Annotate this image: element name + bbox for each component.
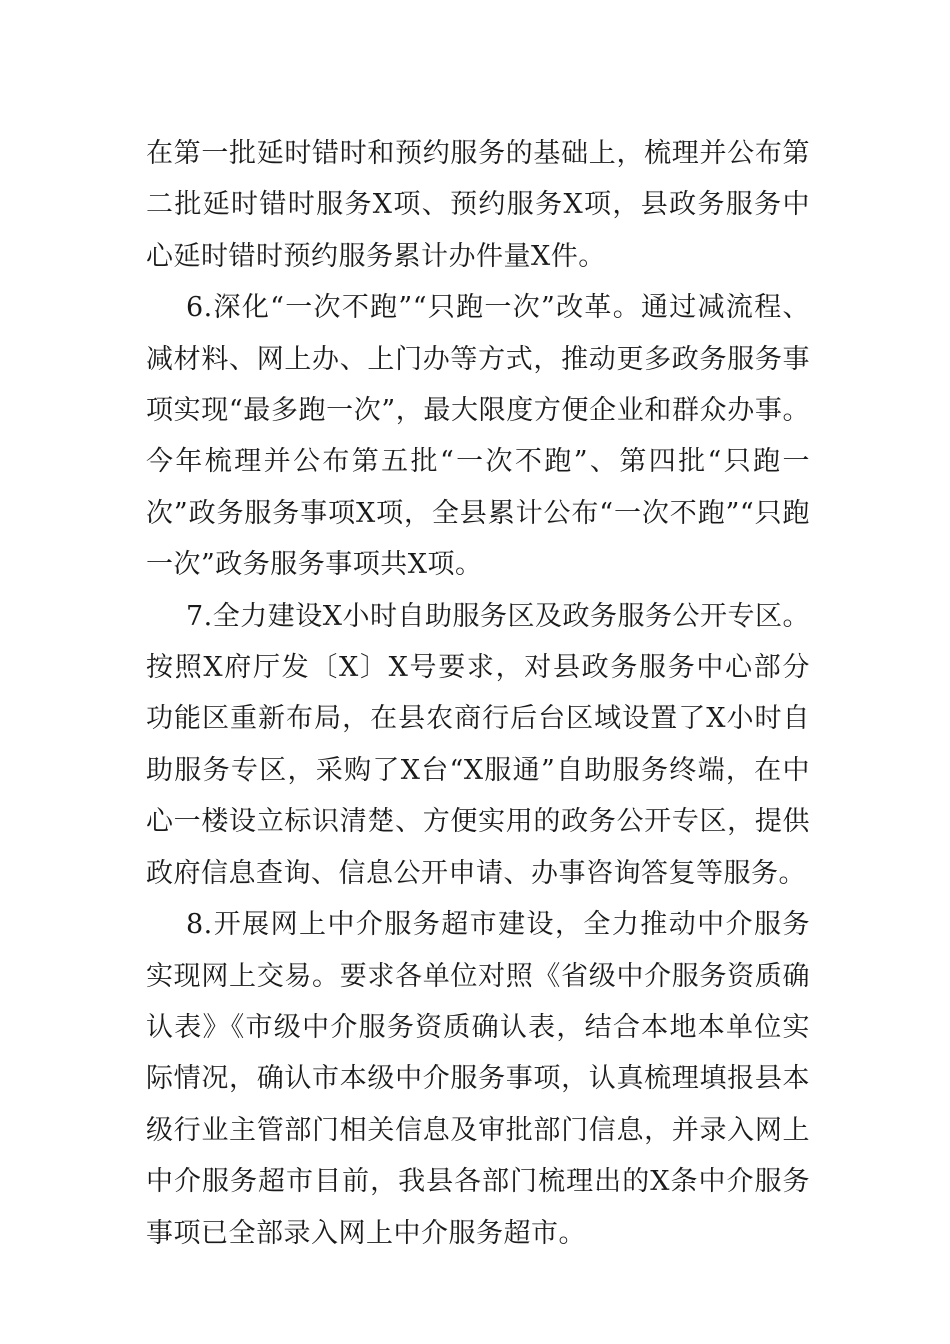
paragraph-item-6: 6.深化“一次不跑”“只跑一次”改革。通过减流程、减材料、网上办、上门办等方式，推动更多政务服务事项实现“最多跑一次”，最大限度方便企业和群众办事。今年梳理并公布第五批“一次不跑”、第四批“只跑一次”政务服务事项X项，全县累计公布“一次不跑”“只跑一次”政务服务事项共X项。 [146, 292, 810, 581]
paragraph-item-8: 8.开展网上中介服务超市建设，全力推动中介服务实现网上交易。要求各单位对照《省级中介服务资质确认表》《市级中介服务资质确认表，结合本地本单位实际情况，确认市本级中介服务事项，认真梳理填报县本级行业主管部门相关信息及审批部门信息，并录入网上中介服务超市目前，我县各部门梳理出的X条中介服务事项已全部录入网上中介服务超市。 [146, 909, 810, 1249]
document-body [146, 128, 810, 1259]
paragraph-continuation: 在第一批延时错时和预约服务的基础上，梳理并公布第二批延时错时服务X项、预约服务X项，县政务服务中心延时错时预约服务累计办件量X件。 [146, 138, 810, 272]
paragraph-item-7: 7.全力建设X小时自助服务区及政务服务公开专区。按照X府厅发〔X〕X号要求，对县政务服务中心部分功能区重新布局，在县农商行后台区域设置了X小时自助服务专区，采购了X台“X服通”自助服务终端，在中心一楼设立标识清楚、方便实用的政务公开专区，提供政府信息查询、信息公开申请、办事咨询答复等服务。 [146, 600, 810, 889]
